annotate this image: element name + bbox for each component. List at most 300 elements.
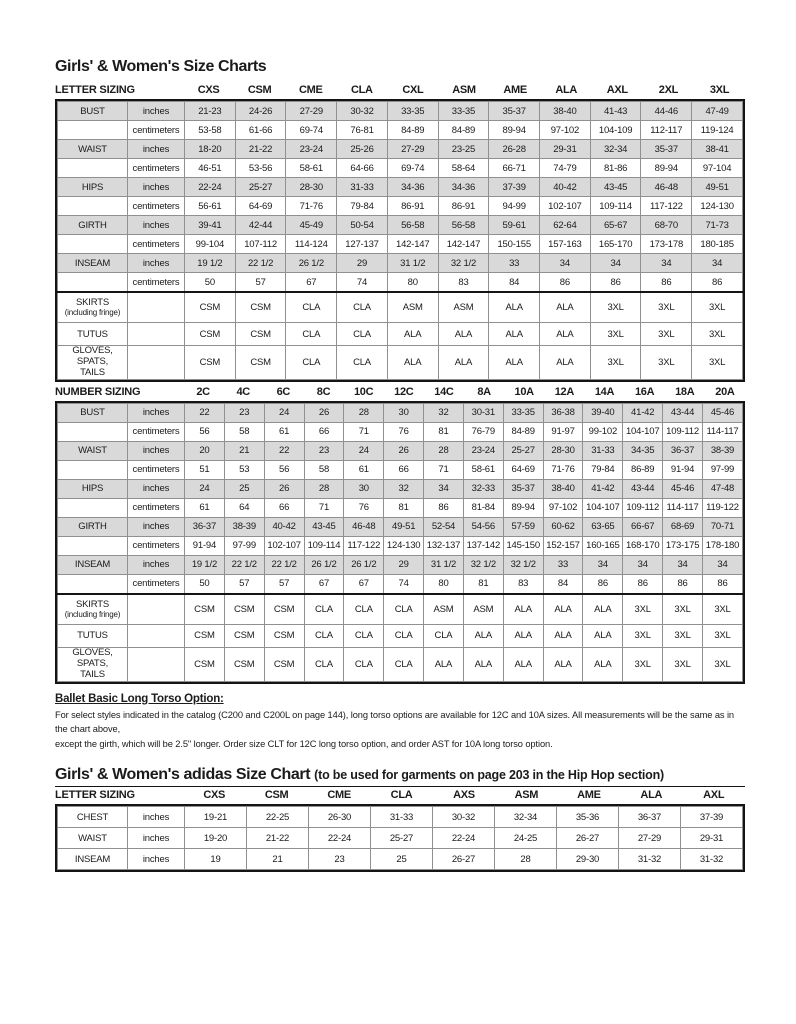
value-cell: 3XL [663, 624, 703, 647]
value-cell: CLA [384, 647, 424, 681]
value-cell: ALA [463, 624, 503, 647]
col-header: CME [298, 84, 323, 96]
value-cell: 117-122 [344, 536, 384, 555]
value-cell: 35-36 [557, 807, 619, 828]
value-cell: 81-84 [463, 498, 503, 517]
unit-label [128, 624, 185, 647]
value-cell: 86-91 [387, 197, 438, 216]
value-cell: 42-44 [235, 216, 286, 235]
value-cell: 57 [235, 273, 286, 293]
adidas-title-suffix: (to be used for garments on page 203 in the Hip Hop section) [314, 768, 665, 783]
value-cell: 61 [344, 460, 384, 479]
value-cell: CLA [344, 594, 384, 625]
value-cell: 66 [384, 460, 424, 479]
value-cell: 58 [304, 460, 344, 479]
value-cell: CLA [424, 624, 464, 647]
value-cell: 31 1/2 [387, 254, 438, 273]
number-sizing-table-header-row [55, 384, 745, 401]
row-label: WAIST [58, 828, 128, 849]
value-cell: 97-102 [543, 498, 583, 517]
value-cell: 26 1/2 [286, 254, 337, 273]
value-cell: 104-107 [583, 498, 623, 517]
value-cell: 109-112 [623, 498, 663, 517]
value-cell: CSM [185, 346, 236, 380]
number-sizing-table [55, 384, 745, 684]
unit-label: inches [128, 403, 185, 422]
col-header: 16A [634, 385, 655, 398]
col-header: ASM [452, 84, 476, 96]
value-cell: 3XL [641, 346, 692, 380]
unit-label: centimeters [128, 498, 185, 517]
value-cell: 71 [344, 422, 384, 441]
table-row [58, 828, 743, 849]
col-header: 10A [514, 385, 534, 398]
value-cell: 31-33 [583, 441, 623, 460]
value-cell: 26 [384, 441, 424, 460]
value-cell: 68-69 [663, 517, 703, 536]
value-cell: 33-35 [503, 403, 543, 422]
table-row [58, 517, 743, 536]
value-cell: 43-44 [663, 403, 703, 422]
value-cell: CSM [264, 647, 304, 681]
value-cell: 40-42 [264, 517, 304, 536]
value-cell: 21 [247, 849, 309, 870]
col-header: CSM [247, 84, 272, 96]
col-header: CLA [390, 789, 413, 802]
value-cell: ALA [543, 624, 583, 647]
value-cell: 26 1/2 [304, 555, 344, 574]
unit-label: centimeters [128, 536, 185, 555]
value-cell: 71-76 [543, 460, 583, 479]
unit-label: centimeters [128, 235, 185, 254]
value-cell: ALA [540, 292, 591, 323]
value-cell: ALA [489, 292, 540, 323]
row-label [58, 121, 128, 140]
unit-label: inches [128, 102, 185, 121]
value-cell: 66-67 [623, 517, 663, 536]
value-cell: 32 1/2 [438, 254, 489, 273]
value-cell: 50 [185, 273, 236, 293]
value-cell: CSM [185, 647, 225, 681]
value-cell: 65-67 [590, 216, 641, 235]
value-cell: 104-109 [590, 121, 641, 140]
col-header: ALA [640, 789, 663, 802]
value-cell: 41-43 [590, 102, 641, 121]
value-cell: 28 [304, 479, 344, 498]
value-cell: CSM [264, 624, 304, 647]
col-header: CXL [402, 84, 424, 96]
value-cell: 56-61 [185, 197, 236, 216]
value-cell: CSM [235, 323, 286, 346]
value-cell: 34 [540, 254, 591, 273]
letter-sizing-table [55, 82, 745, 382]
value-cell: 117-122 [641, 197, 692, 216]
col-header: AME [503, 84, 527, 96]
value-cell: 29-31 [540, 140, 591, 159]
value-cell: 86 [623, 574, 663, 594]
page-content [55, 58, 745, 874]
value-cell: 3XL [692, 292, 743, 323]
value-cell: 79-84 [583, 460, 623, 479]
value-cell: CSM [185, 292, 236, 323]
col-header: 10C [353, 385, 374, 398]
value-cell: 47-48 [702, 479, 742, 498]
value-cell: 80 [387, 273, 438, 293]
value-cell: 24 [264, 403, 304, 422]
value-cell: CSM [224, 624, 264, 647]
value-cell: 36-37 [185, 517, 225, 536]
value-cell: 62-64 [540, 216, 591, 235]
value-cell: 3XL [692, 323, 743, 346]
value-cell: 152-157 [543, 536, 583, 555]
value-cell: 22 1/2 [224, 555, 264, 574]
value-cell: 30 [344, 479, 384, 498]
value-cell: 26-27 [557, 828, 619, 849]
value-cell: 3XL [641, 292, 692, 323]
value-cell: ALA [543, 594, 583, 625]
value-cell: 34 [692, 254, 743, 273]
number-sizing-table-body [55, 401, 745, 684]
adidas-size-table [55, 786, 745, 872]
value-cell: 61-66 [235, 121, 286, 140]
value-cell: 22-24 [185, 178, 236, 197]
value-cell: 34-36 [387, 178, 438, 197]
value-cell: ALA [463, 647, 503, 681]
value-cell: CLA [286, 292, 337, 323]
value-cell: 34 [702, 555, 742, 574]
row-label: WAIST [58, 441, 128, 460]
value-cell: 84-89 [503, 422, 543, 441]
col-header: AME [577, 789, 601, 802]
value-cell: 23-25 [438, 140, 489, 159]
value-cell: 109-112 [663, 422, 703, 441]
value-cell: ASM [387, 292, 438, 323]
value-cell: ALA [424, 647, 464, 681]
table-row [58, 102, 743, 121]
value-cell: 3XL [702, 594, 742, 625]
value-cell: 32 1/2 [463, 555, 503, 574]
row-label: GLOVES, SPATS, TAILS [58, 647, 128, 681]
value-cell: 66-71 [489, 159, 540, 178]
value-cell: CLA [286, 323, 337, 346]
table-header-label: LETTER SIZING [55, 84, 135, 96]
row-label [58, 498, 128, 517]
value-cell: 21 [224, 441, 264, 460]
value-cell: 34 [583, 555, 623, 574]
value-cell: 99-104 [185, 235, 236, 254]
col-header: 2C [196, 385, 210, 398]
adidas-size-table-header-row [55, 786, 745, 804]
col-header: 14A [594, 385, 615, 398]
value-cell: 178-180 [702, 536, 742, 555]
value-cell: 89-94 [503, 498, 543, 517]
value-cell: 25-26 [337, 140, 388, 159]
unit-label: centimeters [128, 121, 185, 140]
unit-label [128, 647, 185, 681]
table-row [58, 422, 743, 441]
value-cell: 45-46 [702, 403, 742, 422]
value-cell: 66 [264, 498, 304, 517]
value-cell: 32-34 [495, 807, 557, 828]
value-cell: 35-37 [641, 140, 692, 159]
col-header: CLA [350, 84, 373, 96]
value-cell: 29-31 [681, 828, 743, 849]
value-cell: ALA [503, 624, 543, 647]
value-cell: 30 [384, 403, 424, 422]
value-cell: 160-165 [583, 536, 623, 555]
value-cell: 71-76 [286, 197, 337, 216]
ballet-note [55, 693, 745, 753]
value-cell: 19 [185, 849, 247, 870]
letter-sizing-table-body [55, 99, 745, 382]
col-header: 18A [675, 385, 695, 398]
value-cell: 3XL [623, 594, 663, 625]
value-cell: 3XL [623, 624, 663, 647]
value-cell: 3XL [663, 594, 703, 625]
value-cell: 119-122 [702, 498, 742, 517]
size-table [57, 403, 743, 682]
value-cell: 41-42 [583, 479, 623, 498]
value-cell: 81-86 [590, 159, 641, 178]
row-label [58, 460, 128, 479]
col-header: 12A [554, 385, 574, 398]
value-cell: 26 [264, 479, 304, 498]
value-cell: 40-42 [540, 178, 591, 197]
value-cell: 56 [264, 460, 304, 479]
value-cell: ASM [438, 292, 489, 323]
unit-label: inches [128, 216, 185, 235]
value-cell: 38-40 [540, 102, 591, 121]
value-cell: 27-29 [286, 102, 337, 121]
table-row [58, 460, 743, 479]
value-cell: 109-114 [304, 536, 344, 555]
col-header: ALA [555, 84, 578, 96]
value-cell: 84-89 [387, 121, 438, 140]
value-cell: 84 [543, 574, 583, 594]
value-cell: 26 1/2 [344, 555, 384, 574]
value-cell: CLA [304, 624, 344, 647]
value-cell: 89-94 [489, 121, 540, 140]
value-cell: 114-117 [702, 422, 742, 441]
value-cell: ALA [438, 323, 489, 346]
value-cell: 79-84 [337, 197, 388, 216]
row-label: HIPS [58, 178, 128, 197]
col-header: AXS [453, 789, 475, 802]
table-row [58, 159, 743, 178]
value-cell: 46-48 [344, 517, 384, 536]
col-header: CXS [197, 84, 220, 96]
value-cell: 86 [692, 273, 743, 293]
value-cell: 22-25 [247, 807, 309, 828]
value-cell: 30-32 [337, 102, 388, 121]
table-row [58, 498, 743, 517]
value-cell: ALA [503, 647, 543, 681]
unit-label: centimeters [128, 574, 185, 594]
value-cell: 81 [384, 498, 424, 517]
ballet-note-line1: For select styles indicated in the catalog (C200 and C200L on page 144), long torso options are available for 12C and 10A sizes. All measurements will be the same as in the chart above, [55, 709, 734, 735]
value-cell: 102-107 [264, 536, 304, 555]
value-cell: CSM [185, 323, 236, 346]
value-cell: 43-45 [590, 178, 641, 197]
value-cell: CLA [286, 346, 337, 380]
value-cell: 69-74 [286, 121, 337, 140]
value-cell: 58-64 [438, 159, 489, 178]
col-header: 14C [434, 385, 454, 398]
value-cell: 74 [337, 273, 388, 293]
value-cell: CLA [344, 624, 384, 647]
value-cell: 33-35 [387, 102, 438, 121]
table-row [58, 254, 743, 273]
col-header: AXL [703, 789, 725, 802]
value-cell: 24 [185, 479, 225, 498]
value-cell: 28 [495, 849, 557, 870]
value-cell: 61 [185, 498, 225, 517]
value-cell: 57 [264, 574, 304, 594]
value-cell: 50-54 [337, 216, 388, 235]
value-cell: 114-124 [286, 235, 337, 254]
value-cell: CSM [185, 594, 225, 625]
value-cell: 58 [224, 422, 264, 441]
value-cell: 46-48 [641, 178, 692, 197]
value-cell: 34-36 [438, 178, 489, 197]
row-label [58, 159, 128, 178]
row-label: WAIST [58, 140, 128, 159]
value-cell: CSM [224, 594, 264, 625]
value-cell: 112-117 [641, 121, 692, 140]
value-cell: 19 1/2 [185, 555, 225, 574]
value-cell: 53 [224, 460, 264, 479]
value-cell: 3XL [590, 292, 641, 323]
value-cell: 23 [309, 849, 371, 870]
value-cell: 71-73 [692, 216, 743, 235]
value-cell: 23 [304, 441, 344, 460]
value-cell: 36-38 [543, 403, 583, 422]
col-header: 2XL [658, 84, 679, 96]
value-cell: 26-30 [309, 807, 371, 828]
value-cell: 30-32 [433, 807, 495, 828]
value-cell: 74 [384, 574, 424, 594]
value-cell: 56-58 [387, 216, 438, 235]
value-cell: 25 [371, 849, 433, 870]
value-cell: 63-65 [583, 517, 623, 536]
value-cell: CSM [264, 594, 304, 625]
value-cell: 29-30 [557, 849, 619, 870]
value-cell: 168-170 [623, 536, 663, 555]
value-cell: CLA [304, 594, 344, 625]
col-header: 4C [236, 385, 250, 398]
table-row [58, 216, 743, 235]
value-cell: 50 [185, 574, 225, 594]
table-row [58, 235, 743, 254]
value-cell: 20 [185, 441, 225, 460]
value-cell: 57 [224, 574, 264, 594]
value-cell: 80 [424, 574, 464, 594]
col-header: ASM [514, 789, 539, 802]
value-cell: 34 [424, 479, 464, 498]
row-label [58, 536, 128, 555]
value-cell: 34 [623, 555, 663, 574]
value-cell: ALA [489, 346, 540, 380]
col-header: 8A [477, 385, 491, 398]
value-cell: 86 [641, 273, 692, 293]
value-cell: 173-178 [641, 235, 692, 254]
table-row [58, 849, 743, 870]
value-cell: 86 [663, 574, 703, 594]
value-cell: 30-31 [463, 403, 503, 422]
value-cell: 23 [224, 403, 264, 422]
letter-sizing-table-header-row [55, 82, 745, 99]
value-cell: 104-107 [623, 422, 663, 441]
value-cell: 28-30 [286, 178, 337, 197]
value-cell: 22 1/2 [264, 555, 304, 574]
unit-label: centimeters [128, 460, 185, 479]
value-cell: ALA [438, 346, 489, 380]
value-cell: CLA [344, 647, 384, 681]
value-cell: 25-27 [503, 441, 543, 460]
value-cell: 38-39 [702, 441, 742, 460]
value-cell: CLA [337, 346, 388, 380]
value-cell: 27-29 [387, 140, 438, 159]
value-cell: 68-70 [641, 216, 692, 235]
col-header: 6C [276, 385, 291, 398]
value-cell: 28 [344, 403, 384, 422]
value-cell: CLA [384, 624, 424, 647]
ballet-note-line2: except the girth, which will be 2.5" longer. Order size CLT for 12C long torso option, and order AST for 10A long torso option. [55, 739, 553, 750]
value-cell: 25 [224, 479, 264, 498]
col-header: AXL [606, 84, 628, 96]
value-cell: 60-62 [543, 517, 583, 536]
table-row [58, 647, 743, 681]
row-label [58, 574, 128, 594]
unit-label: inches [128, 254, 185, 273]
col-header: 8C [316, 385, 331, 398]
value-cell: 107-112 [235, 235, 286, 254]
value-cell: 31 1/2 [424, 555, 464, 574]
value-cell: 29 [384, 555, 424, 574]
unit-label: centimeters [128, 159, 185, 178]
value-cell: 58-61 [463, 460, 503, 479]
value-cell: 25-27 [371, 828, 433, 849]
value-cell: ASM [463, 594, 503, 625]
value-cell: 83 [503, 574, 543, 594]
value-cell: 97-99 [702, 460, 742, 479]
value-cell: 22 1/2 [235, 254, 286, 273]
table-row [58, 346, 743, 380]
unit-label: inches [128, 555, 185, 574]
value-cell: ALA [540, 323, 591, 346]
unit-label [128, 292, 185, 323]
value-cell: 86-89 [623, 460, 663, 479]
value-cell: 64-66 [337, 159, 388, 178]
value-cell: CLA [337, 292, 388, 323]
row-label: HIPS [58, 479, 128, 498]
table-row [58, 479, 743, 498]
value-cell: CSM [224, 647, 264, 681]
row-label: GIRTH [58, 216, 128, 235]
value-cell: 84-89 [438, 121, 489, 140]
row-label: SKIRTS (including fringe) [58, 594, 128, 625]
adidas-title-wrap [55, 766, 745, 784]
value-cell: 86 [590, 273, 641, 293]
value-cell: 124-130 [692, 197, 743, 216]
value-cell: 64-69 [235, 197, 286, 216]
col-header: 3XL [709, 84, 730, 96]
value-cell: 18-20 [185, 140, 236, 159]
unit-label: centimeters [128, 273, 185, 293]
table-row [58, 121, 743, 140]
value-cell: CLA [304, 647, 344, 681]
table-row [58, 536, 743, 555]
